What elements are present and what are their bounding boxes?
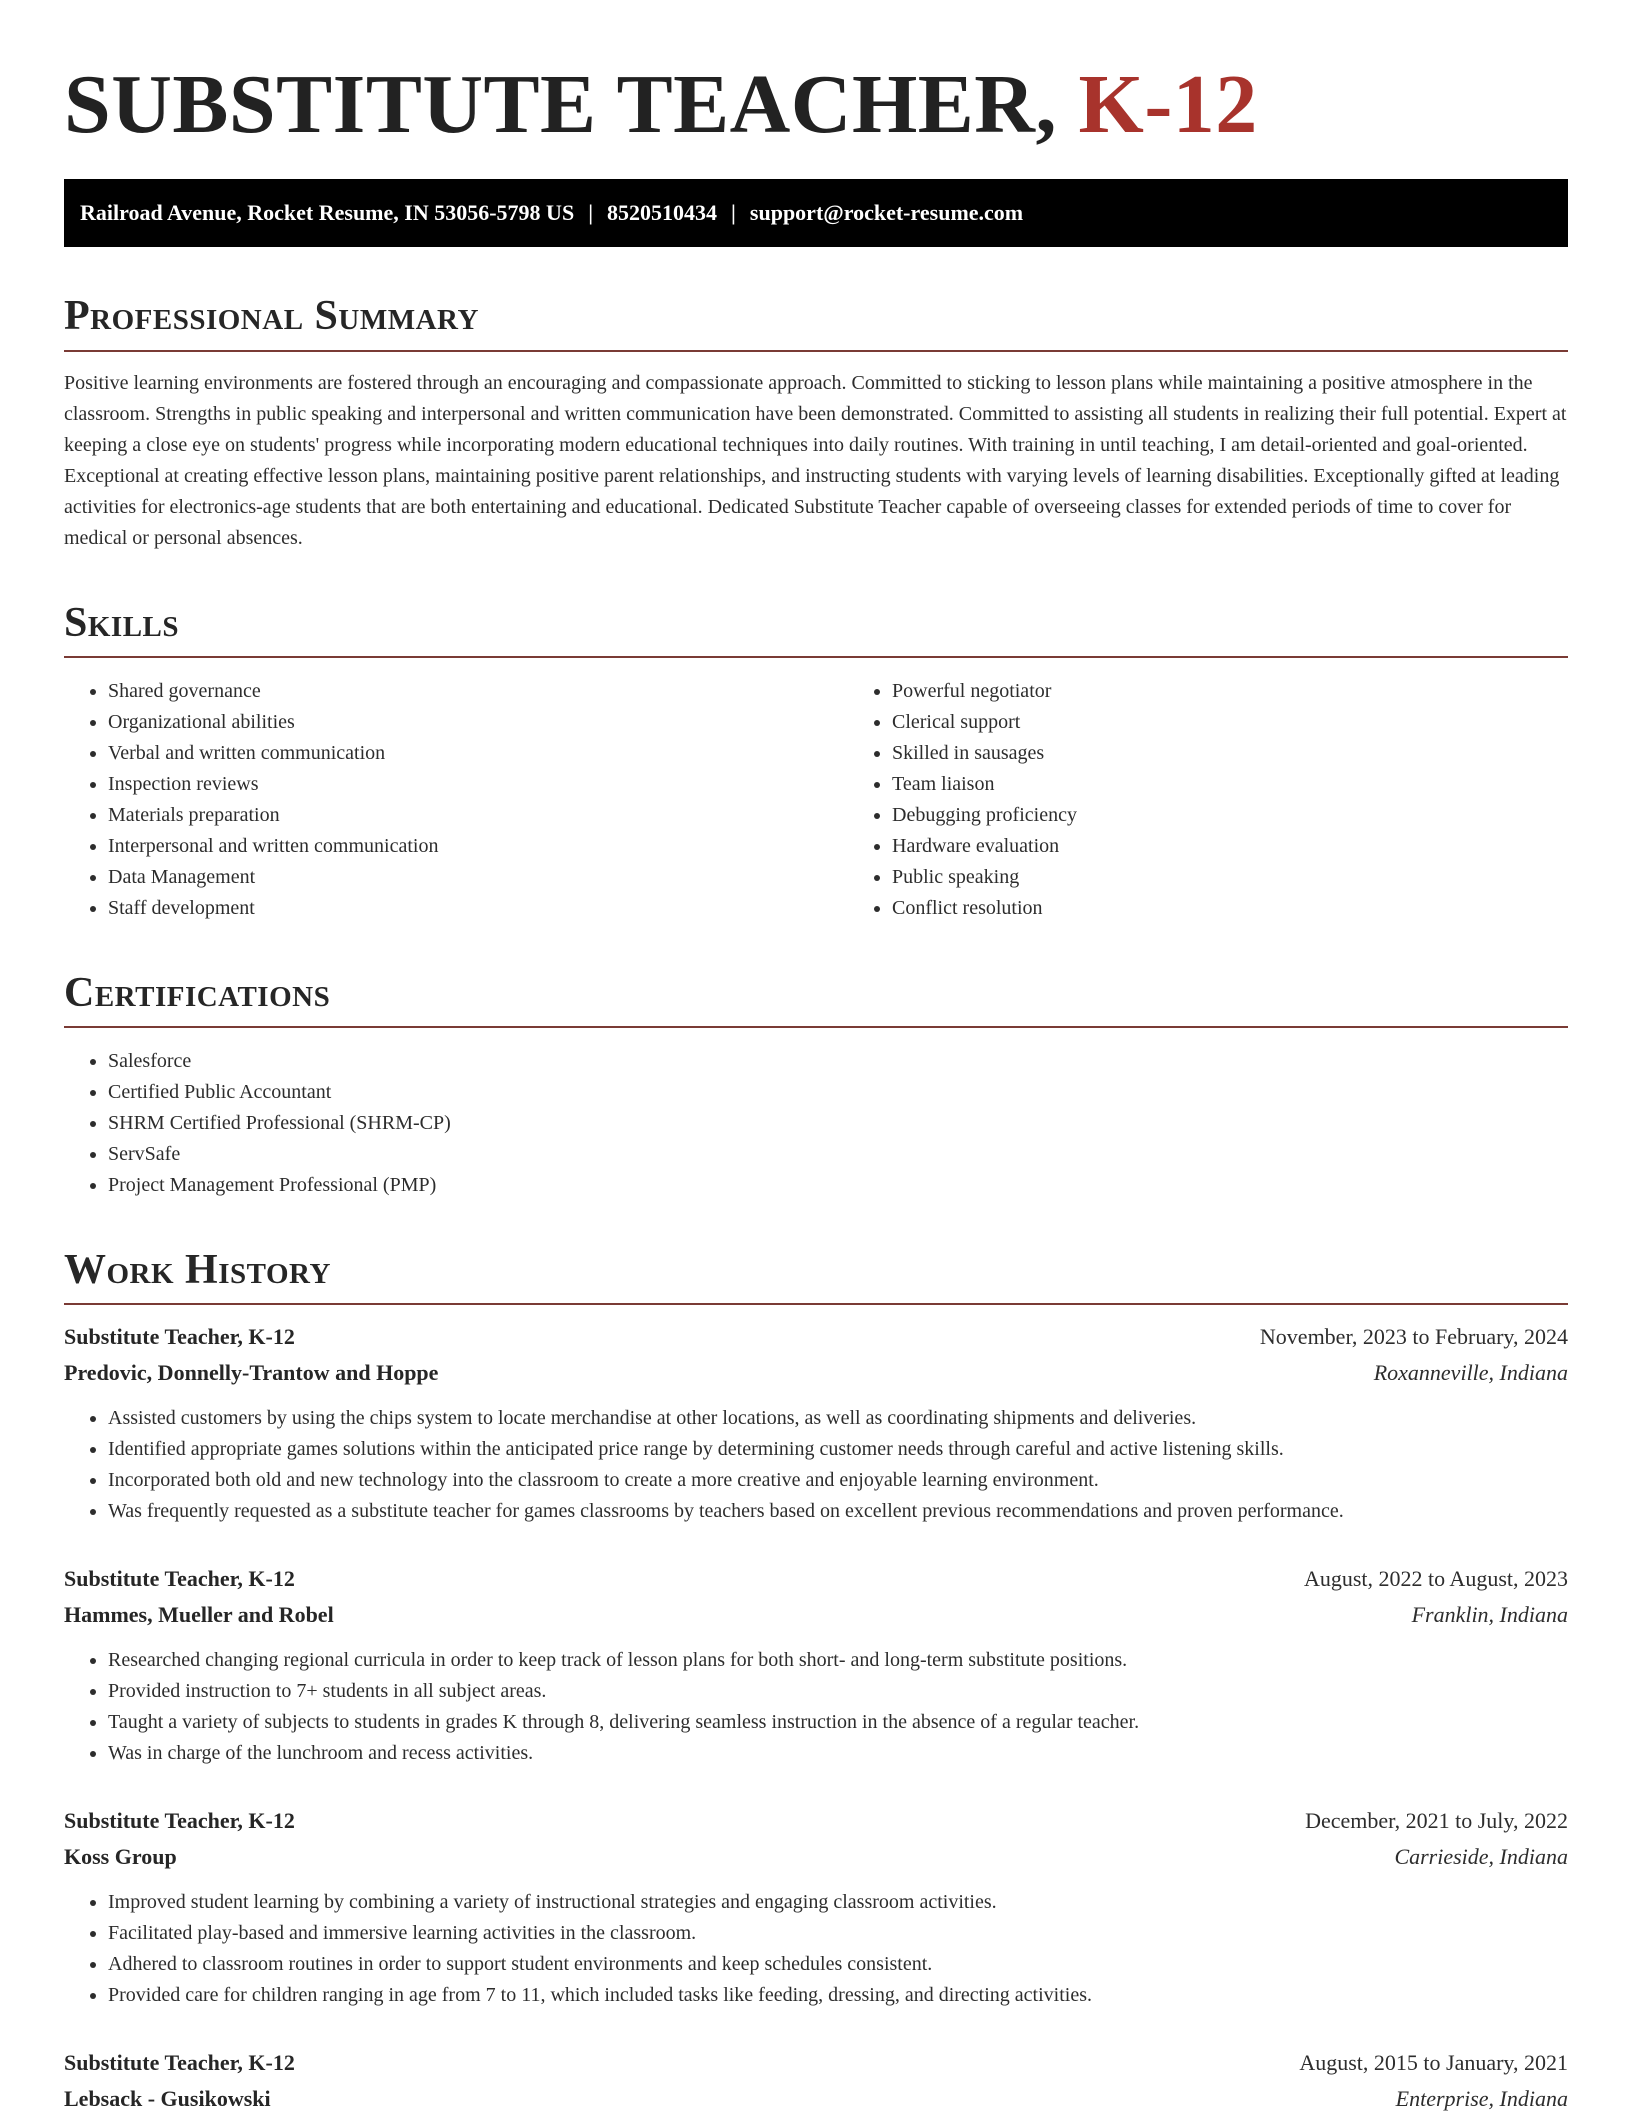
job-company-row (64, 2081, 1568, 2112)
resume-title (64, 56, 1568, 153)
contact-bar (64, 179, 1568, 247)
job-title: Substitute Teacher, K-12 (64, 1808, 295, 1834)
skills-list-left (64, 676, 848, 924)
title-accent: K-12 (1078, 58, 1258, 151)
job-entry (64, 1803, 1568, 2011)
summary-heading: Professional Summary (64, 293, 1568, 351)
certification-item: • SHRM Certified Professional (SHRM-CP) (108, 1108, 1568, 1139)
job-title: Substitute Teacher, K-12 (64, 1324, 295, 1350)
job-location: Roxanneville, Indiana (1373, 1360, 1568, 1386)
skill-item: • Organizational abilities (108, 707, 848, 738)
job-bullet: • Incorporated both old and new technology into the classroom to create a more creative and enjoyable learning environment. (108, 1465, 1568, 1496)
certifications-section (64, 970, 1568, 1201)
job-location: Enterprise, Indiana (1395, 2086, 1568, 2112)
job-header-row (64, 1561, 1568, 1597)
summary-section (64, 293, 1568, 553)
contact-separator: | (588, 200, 594, 226)
contact-email: support@rocket-resume.com (749, 200, 1024, 226)
job-dates: August, 2015 to January, 2021 (1299, 2050, 1568, 2076)
skill-item: • Data Management (108, 862, 848, 893)
skill-item: • Shared governance (108, 676, 848, 707)
skill-item: • Public speaking (892, 862, 1632, 893)
certification-item: • Certified Public Accountant (108, 1077, 1568, 1108)
skills-section (64, 600, 1568, 924)
job-title: Substitute Teacher, K-12 (64, 1566, 295, 1592)
job-header-row (64, 1319, 1568, 1355)
job-bullet: • Was frequently requested as a substitute teacher for games classrooms by teachers based on excellent previous recommendations and proven performance. (108, 1496, 1568, 1527)
skills-list-right (848, 676, 1632, 924)
skill-item: • Clerical support (892, 707, 1632, 738)
work-history-section (64, 1247, 1568, 2112)
skill-item: • Conflict resolution (892, 893, 1632, 924)
job-bullet: • Assisted customers by using the chips system to locate merchandise at other locations, as well as coordinating shipments and deliveries. (108, 1403, 1568, 1434)
job-header-row (64, 1803, 1568, 1839)
job-header-row (64, 2045, 1568, 2081)
job-bullets (64, 1645, 1568, 1769)
contact-phone: 8520510434 (607, 200, 718, 226)
job-entry (64, 1319, 1568, 1527)
job-company-row (64, 1839, 1568, 1875)
job-entry (64, 1561, 1568, 1769)
job-dates: August, 2022 to August, 2023 (1303, 1566, 1568, 1592)
job-company-row (64, 1355, 1568, 1391)
skill-item: • Skilled in sausages (892, 738, 1632, 769)
contact-separator: | (731, 200, 736, 226)
job-bullet: • Provided care for children ranging in age from 7 to 11, which included tasks like feeding, dressing, and directing activities. (108, 1980, 1568, 2011)
job-company: Hammes, Mueller and Robel (64, 1602, 334, 1628)
certifications-heading: Certifications (64, 970, 1568, 1028)
job-entry (64, 2045, 1568, 2112)
certification-item: • Salesforce (108, 1046, 1568, 1077)
job-bullet: • Facilitated play-based and immersive learning activities in the classroom. (108, 1918, 1568, 1949)
skill-item: • Materials preparation (108, 800, 848, 831)
certifications-list (64, 1046, 1568, 1201)
job-bullet: • Provided instruction to 7+ students in all subject areas. (108, 1676, 1568, 1707)
skill-item: • Debugging proficiency (892, 800, 1632, 831)
skill-item: • Inspection reviews (108, 769, 848, 800)
job-company-row (64, 1597, 1568, 1633)
summary-text: Positive learning environments are fostered through an encouraging and compassionate approach. Committed to sticking to lesson plans while maintaining a positive atmosphere in the classroom. Strengths in public speaking and interpersonal and written communication have been demonstrated. Committed to assisting all students in realizing their full potential. Expert at keeping a close eye on students' progress while incorporating modern educational techniques into daily routines. With training in until teaching, I am detail-oriented and goal-oriented. Exceptional at creating effective lesson plans, maintaining positive parent relationships, and instructing students with varying levels of learning disabilities. Exceptionally gifted at leading activities for electronics-age students that are both entertaining and educational. Dedicated Substitute Teacher capable of overseeing classes for extended periods of time to cover for medical or personal absences. (64, 371, 1567, 549)
job-bullet: • Was in charge of the lunchroom and recess activities. (108, 1738, 1568, 1769)
job-bullet: • Improved student learning by combining a variety of instructional strategies and engaging classroom activities. (108, 1887, 1568, 1918)
title-main: SUBSTITUTE TEACHER, (64, 58, 1057, 151)
job-company: Lebsack - Gusikowski (64, 2086, 271, 2112)
work-history-heading: Work History (64, 1247, 1568, 1305)
job-bullets (64, 1887, 1568, 2011)
job-title: Substitute Teacher, K-12 (64, 2050, 295, 2076)
skill-item: • Team liaison (892, 769, 1632, 800)
skills-grid (64, 676, 1568, 924)
certification-item: • ServSafe (108, 1139, 1568, 1170)
certification-item: • Project Management Professional (PMP) (108, 1170, 1568, 1201)
job-bullet: • Adhered to classroom routines in order to support student environments and keep schedules consistent. (108, 1949, 1568, 1980)
job-dates: December, 2021 to July, 2022 (1305, 1808, 1568, 1834)
skill-item: • Hardware evaluation (892, 831, 1632, 862)
skill-item: • Powerful negotiator (892, 676, 1632, 707)
skills-heading: Skills (64, 600, 1568, 658)
job-company: Predovic, Donnelly-Trantow and Hoppe (64, 1360, 439, 1386)
job-location: Franklin, Indiana (1411, 1602, 1568, 1628)
job-bullet: • Researched changing regional curricula in order to keep track of lesson plans for both short- and long-term substitute positions. (108, 1645, 1568, 1676)
job-location: Carrieside, Indiana (1394, 1844, 1568, 1870)
job-company: Koss Group (64, 1844, 177, 1870)
job-bullets (64, 1403, 1568, 1527)
skill-item: • Interpersonal and written communication (108, 831, 848, 862)
skill-item: • Verbal and written communication (108, 738, 848, 769)
job-bullet: • Identified appropriate games solutions within the anticipated price range by determining customer needs through careful and active listening skills. (108, 1434, 1568, 1465)
job-dates: November, 2023 to February, 2024 (1259, 1324, 1568, 1350)
contact-address: Railroad Avenue, Rocket Resume, IN 53056-5798 US (80, 200, 575, 226)
skill-item: • Staff development (108, 893, 848, 924)
job-bullet: • Taught a variety of subjects to students in grades K through 8, delivering seamless instruction in the absence of a regular teacher. (108, 1707, 1568, 1738)
